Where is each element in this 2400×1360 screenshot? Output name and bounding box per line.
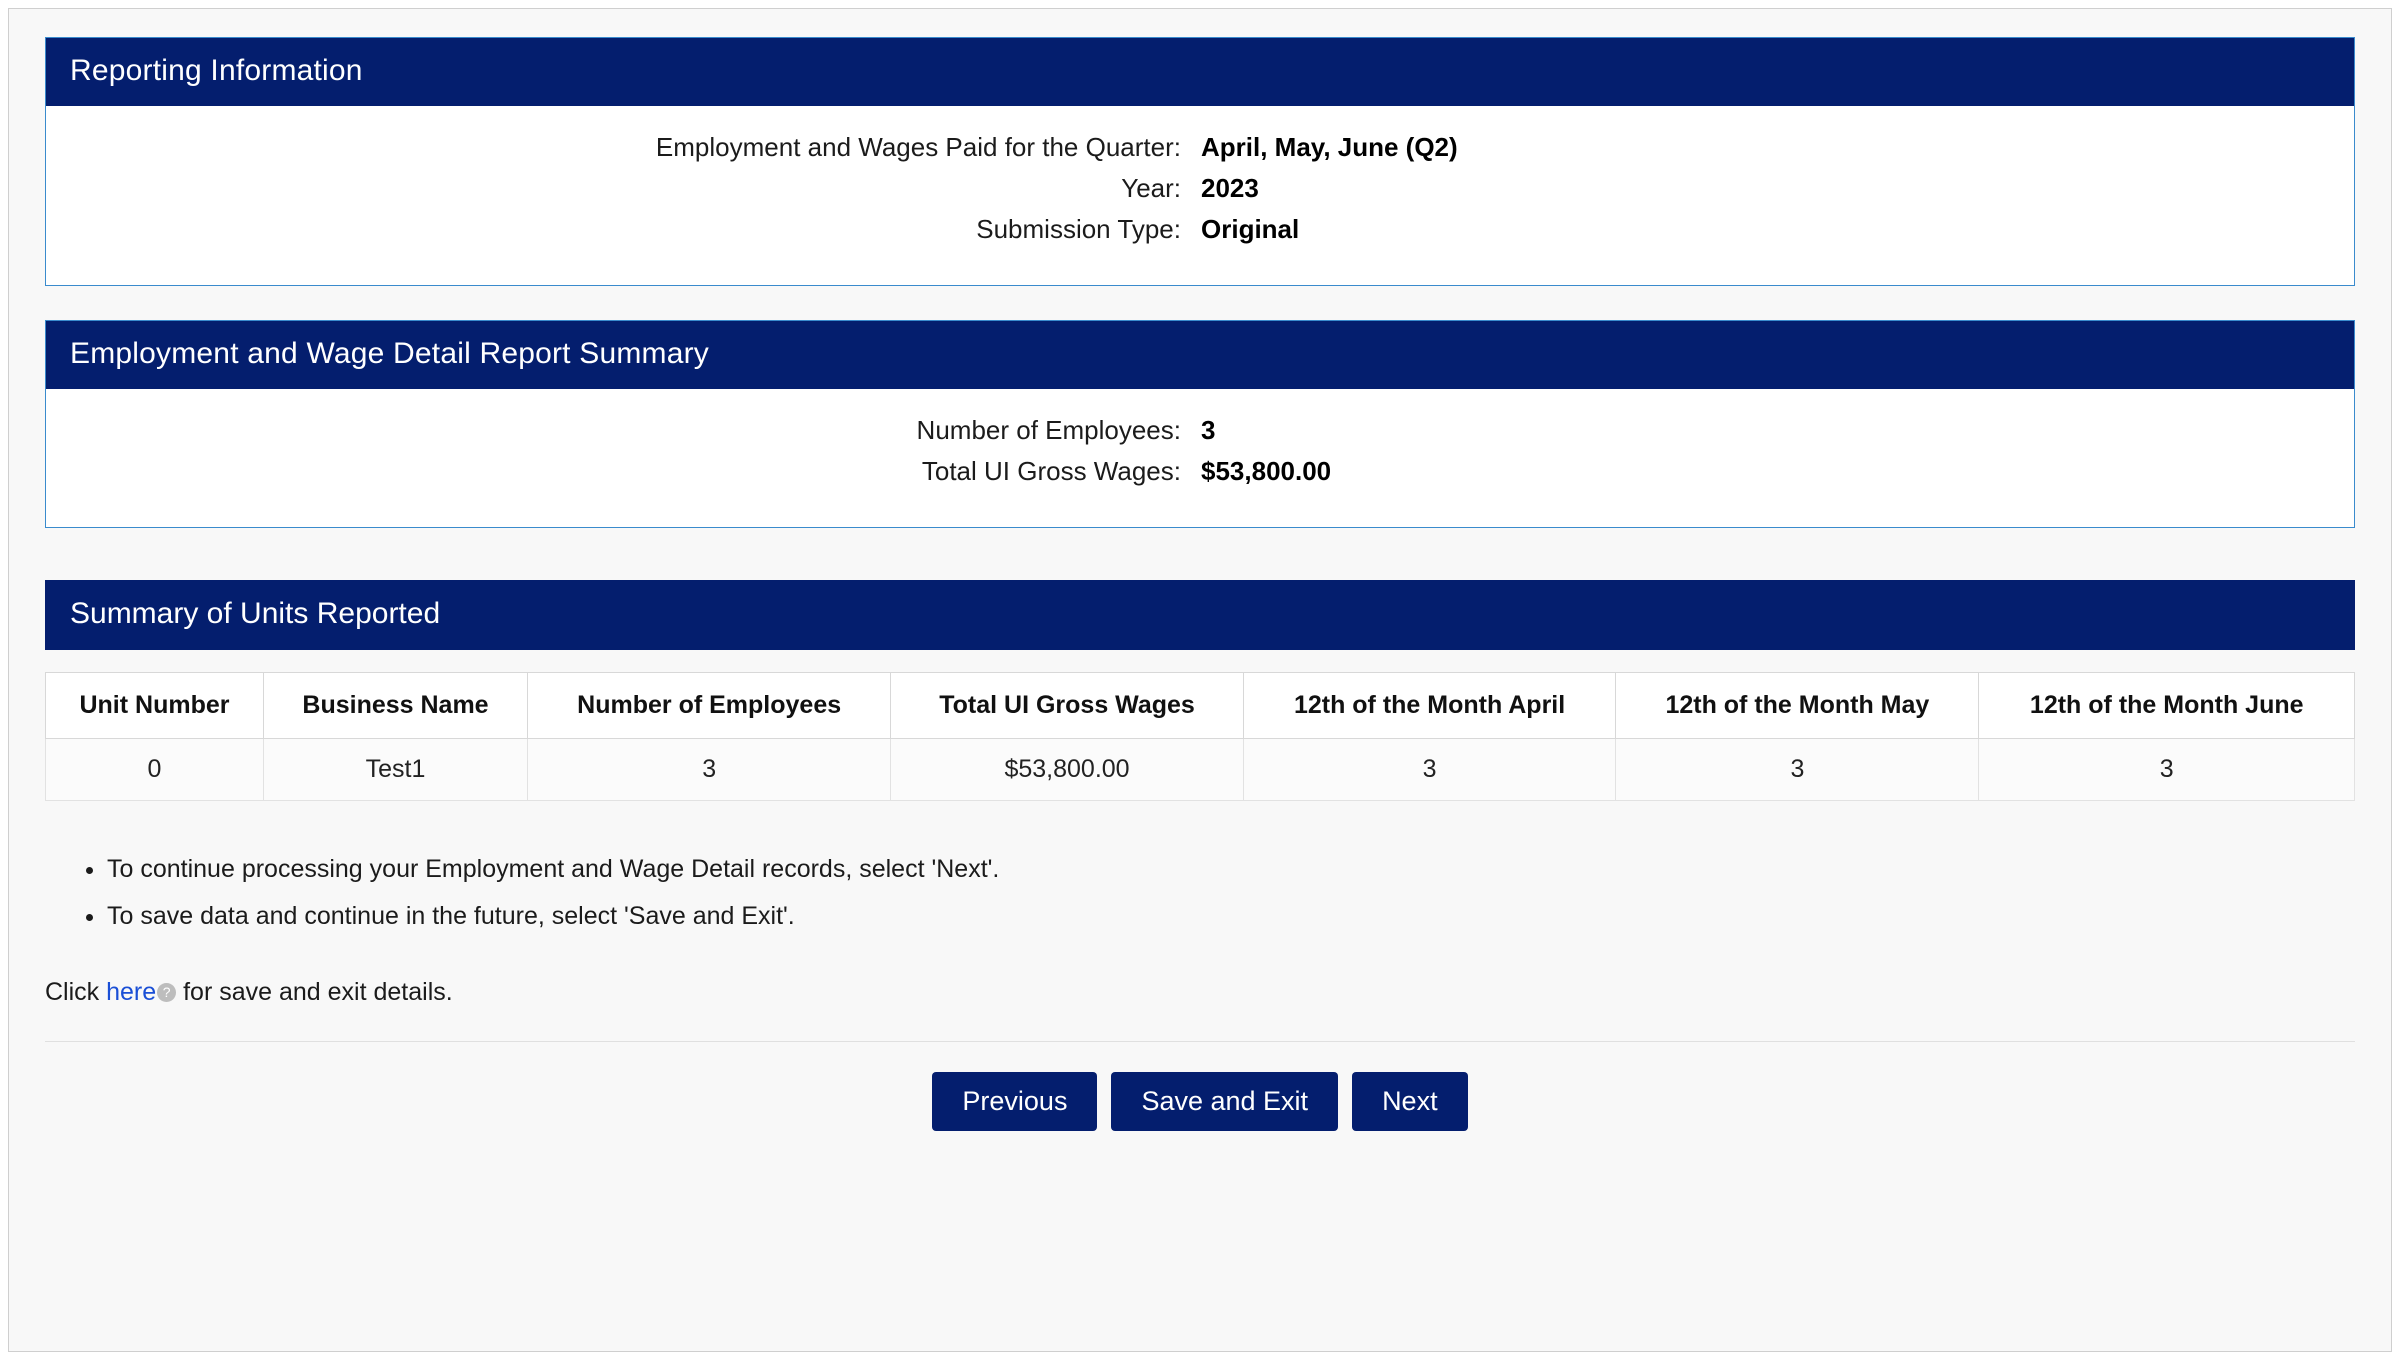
page-container [8, 8, 2392, 1352]
column-number-of-employees: Number of Employees [528, 673, 891, 739]
summary-gross-wages-row [46, 456, 2354, 487]
column-12th-april: 12th of the Month April [1243, 673, 1616, 739]
summary-gross-wages-label: Total UI Gross Wages: [921, 456, 1181, 486]
units-summary-section [45, 580, 2355, 801]
cell-unit-number: 0 [46, 739, 264, 801]
reporting-year-value: 2023 [1201, 173, 1259, 203]
save-and-exit-button[interactable]: Save and Exit [1111, 1072, 1338, 1131]
column-total-ui-gross-wages: Total UI Gross Wages [891, 673, 1244, 739]
report-summary-title: Employment and Wage Detail Report Summary [46, 321, 2354, 389]
reporting-quarter-label: Employment and Wages Paid for the Quarter: [655, 132, 1181, 162]
column-12th-may: 12th of the Month May [1616, 673, 1979, 739]
cell-total-ui-gross-wages: $53,800.00 [891, 739, 1244, 801]
cell-number-of-employees: 3 [528, 739, 891, 801]
reporting-information-body [46, 106, 2354, 285]
list-item: • To continue processing your Employment and Wage Detail records, select 'Next'. [107, 853, 2355, 886]
summary-gross-wages-value: $53,800.00 [1201, 456, 1332, 486]
summary-employees-label: Number of Employees: [916, 415, 1181, 445]
report-summary-body [46, 389, 2354, 527]
save-exit-details-link[interactable]: here [106, 978, 157, 1006]
cell-business-name: Test1 [263, 739, 527, 801]
summary-employees-row [46, 415, 2354, 446]
save-help-suffix: for save and exit details. [176, 978, 453, 1006]
reporting-year-label: Year: [1121, 173, 1181, 203]
units-summary-title: Summary of Units Reported [45, 580, 2355, 650]
save-help-prefix: Click [45, 978, 107, 1006]
reporting-quarter-row [46, 132, 2354, 163]
reporting-information-title: Reporting Information [46, 38, 2354, 106]
report-summary-panel [45, 320, 2355, 528]
next-button[interactable]: Next [1352, 1072, 1468, 1131]
list-item: • To save data and continue in the future, select 'Save and Exit'. [107, 900, 2355, 933]
previous-button[interactable]: Previous [932, 1072, 1097, 1131]
reporting-submission-type-value: Original [1201, 214, 1300, 244]
cell-12th-april: 3 [1243, 739, 1616, 801]
cell-12th-june: 3 [1979, 739, 2355, 801]
column-unit-number: Unit Number [46, 673, 264, 739]
summary-employees-value: 3 [1201, 415, 1216, 445]
reporting-year-row [46, 173, 2354, 204]
column-business-name: Business Name [263, 673, 527, 739]
reporting-submission-type-row [46, 214, 2354, 245]
help-icon[interactable]: ? [157, 983, 176, 1002]
cell-12th-may: 3 [1616, 739, 1979, 801]
reporting-quarter-value: April, May, June (Q2) [1201, 132, 1458, 162]
reporting-submission-type-label: Submission Type: [976, 214, 1181, 244]
table-row [46, 739, 2355, 801]
instructions-list [45, 853, 2355, 932]
column-12th-june: 12th of the Month June [1979, 673, 2355, 739]
table-header-row [46, 673, 2355, 739]
reporting-information-panel [45, 37, 2355, 286]
units-summary-table [45, 672, 2355, 801]
footer-button-row [45, 1042, 2355, 1131]
save-and-exit-help-line [45, 978, 2355, 1007]
